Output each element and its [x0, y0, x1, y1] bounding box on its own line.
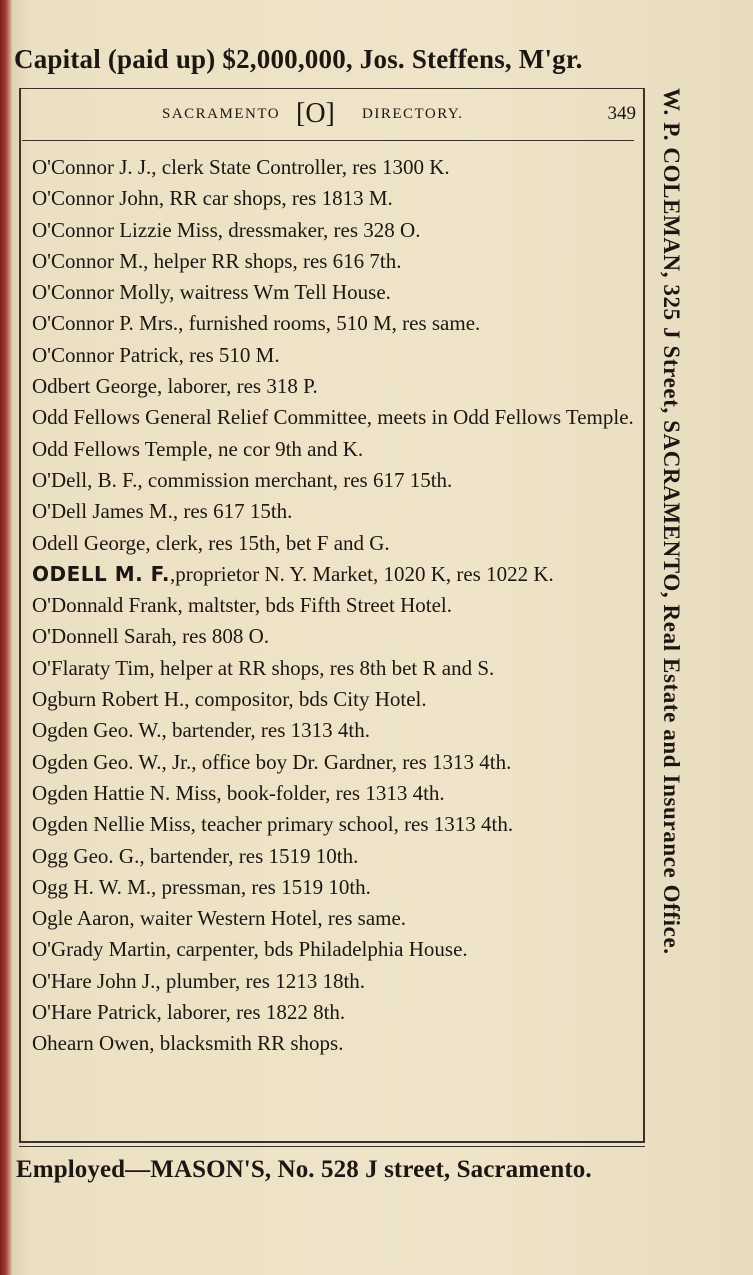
entry-text: O'Grady Martin, carpenter, bds Philadelphia House.	[32, 937, 468, 962]
entry-text: O'Hare Patrick, laborer, res 1822 8th.	[32, 1000, 346, 1025]
directory-entry	[32, 402, 638, 433]
directory-entry	[32, 934, 638, 965]
directory-entry	[32, 183, 638, 214]
directory-entry	[32, 340, 638, 371]
page-edge	[0, 0, 12, 1275]
entry-text: O'Connor Patrick, res 510 M.	[32, 342, 280, 367]
entry-text: Ogden Nellie Miss, teacher primary school, res 1313 4th.	[32, 812, 514, 837]
directory-entry	[32, 778, 638, 809]
header-city: SACRAMENTO	[162, 106, 281, 122]
entry-text: O'Dell James M., res 617 15th.	[32, 499, 293, 524]
entry-text: Odbert George, laborer, res 318 P.	[32, 374, 318, 399]
directory-entry	[32, 434, 638, 465]
entry-text: O'Connor J. J., clerk State Controller, res 1300 K.	[32, 155, 450, 179]
entry-text: Ohearn Owen, blacksmith RR shops.	[32, 1031, 344, 1056]
running-header	[40, 98, 636, 132]
directory-entry	[32, 590, 638, 621]
entry-text: Ogden Geo. W., bartender, res 1313 4th.	[32, 718, 370, 743]
entry-text: O'Donnell Sarah, res 808 O.	[32, 624, 270, 649]
side-advertisement-text: W. P. COLEMAN, 325 J Street, SACRAMENTO, Real Estate and Insurance Office.	[659, 88, 684, 955]
directory-entry	[32, 715, 638, 746]
directory-entry	[32, 215, 638, 246]
directory-entry	[32, 277, 638, 308]
directory-entry	[32, 966, 638, 997]
entry-text: Odd Fellows Temple, ne cor 9th and K.	[32, 436, 364, 461]
bottom-advertisement: Employed—MASON'S, No. 528 J street, Sacramento.	[16, 1156, 592, 1183]
directory-entry	[32, 1028, 638, 1059]
directory-entry	[32, 496, 638, 527]
entry-text: Ogg Geo. G., bartender, res 1519 10th.	[32, 843, 359, 868]
directory-entry	[32, 246, 638, 277]
directory-entry	[32, 559, 638, 590]
entry-text: O'Connor P. Mrs., furnished rooms, 510 M, res same.	[32, 311, 481, 336]
directory-entry	[32, 903, 638, 934]
directory-entry	[32, 809, 638, 840]
bottom-rule-thin	[19, 1146, 645, 1147]
directory-entry	[32, 152, 638, 183]
page-number: 349	[607, 103, 636, 124]
entry-text: Ogg H. W. M., pressman, res 1519 10th.	[32, 874, 371, 899]
entry-text: O'Hare John J., plumber, res 1213 18th.	[32, 968, 366, 993]
entry-text: Ogden Hattie N. Miss, book-folder, res 1313 4th.	[32, 780, 445, 805]
directory-entry	[32, 308, 638, 339]
side-advertisement	[658, 88, 694, 1158]
entry-text: Odell George, clerk, res 15th, bet F and G.	[32, 530, 390, 555]
entry-text: Ogle Aaron, waiter Western Hotel, res same.	[32, 906, 407, 931]
entry-name-bold: ODELL M. F.	[32, 561, 170, 586]
directory-entry	[32, 841, 638, 872]
header-letter: [O]	[296, 98, 335, 129]
directory-entry	[32, 653, 638, 684]
directory-entries	[32, 152, 638, 1060]
entry-text: Ogden Geo. W., Jr., office boy Dr. Gardner, res 1313 4th.	[32, 749, 512, 774]
entry-text: O'Flaraty Tim, helper at RR shops, res 8th bet R and S.	[32, 655, 495, 680]
header-rule	[22, 140, 634, 141]
entry-text: Ogburn Robert H., compositor, bds City Hotel.	[32, 687, 427, 712]
entry-text: O'Connor M., helper RR shops, res 616 7th.	[32, 248, 402, 273]
directory-entry	[32, 747, 638, 778]
directory-entry	[32, 997, 638, 1028]
header-title: DIRECTORY.	[362, 106, 464, 122]
entry-text: O'Donnald Frank, maltster, bds Fifth Street Hotel.	[32, 593, 452, 618]
directory-entry	[32, 465, 638, 496]
directory-entry	[32, 872, 638, 903]
directory-entry	[32, 371, 638, 402]
directory-entry	[32, 621, 638, 652]
entry-text: ,proprietor N. Y. Market, 1020 K, res 1022 K.	[170, 561, 554, 586]
directory-entry	[32, 528, 638, 559]
entry-text: O'Connor John, RR car shops, res 1813 M.	[32, 186, 393, 211]
entry-text: O'Dell, B. F., commission merchant, res 617 15th.	[32, 467, 453, 492]
top-advertisement: Capital (paid up) $2,000,000, Jos. Steffens, M'gr.	[14, 44, 583, 74]
entry-text: O'Connor Molly, waitress Wm Tell House.	[32, 280, 391, 305]
entry-text: Odd Fellows General Relief Committee, meets in Odd Fellows Temple.	[32, 405, 634, 430]
bottom-rule	[19, 1141, 645, 1143]
entry-text: O'Connor Lizzie Miss, dressmaker, res 328 O.	[32, 217, 421, 242]
directory-entry	[32, 684, 638, 715]
